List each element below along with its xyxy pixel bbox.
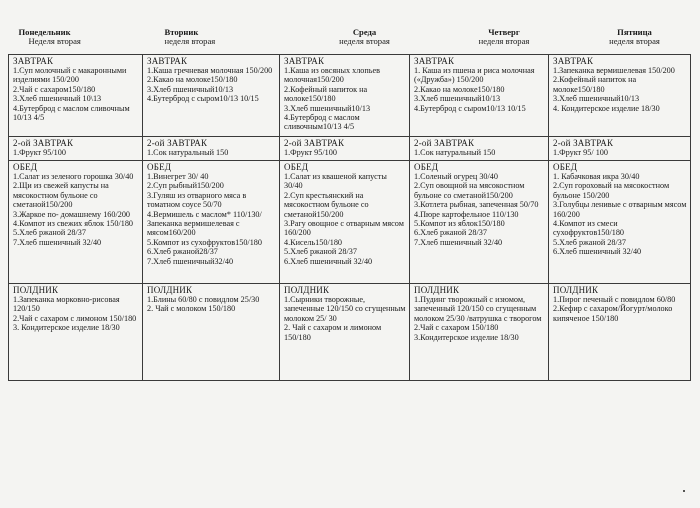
lunch-cell bbox=[549, 161, 691, 284]
dish-item: 4.Вермишель с маслом* 110/130/Запеканка вермишелевая с мясом160/200 bbox=[147, 209, 262, 238]
scan-speck bbox=[683, 490, 685, 492]
second-breakfast-cell bbox=[143, 137, 280, 161]
day-header bbox=[549, 28, 691, 55]
weekly-menu-table bbox=[8, 28, 691, 381]
meal-title: ОБЕД bbox=[13, 162, 38, 172]
dish-item: 3.Гуляш из отварного мяса в томатном соусе 50/70 bbox=[147, 190, 247, 210]
dish-item: 3.Хлеб пшеничный 10\13 bbox=[13, 94, 102, 104]
dish-item: 2.Суп овощной на мясокостном бульоне со сметаной150/200 bbox=[414, 181, 525, 200]
week-label: Неделя вторая bbox=[28, 36, 81, 46]
dish-item: 4.Кисель150/180 bbox=[284, 237, 343, 247]
dish-item: 3.Голубцы ленивые с отварным мясом 160/200 bbox=[553, 200, 687, 219]
meal-title: ЗАВТРАК bbox=[147, 56, 188, 66]
dish-item: 4.Пюре картофельное 110/130 bbox=[414, 209, 519, 219]
dish-item: 4. Кондитерское изделие 18/30 bbox=[553, 103, 660, 113]
dish-item: 2.Чай с сахаром с лимоном 150/180 bbox=[13, 313, 137, 323]
dish-item: 4.Бутерброд с маслом сливочным10/13 4/5 bbox=[284, 113, 360, 132]
day-header bbox=[410, 28, 549, 55]
dish-item: 5.Хлеб ржаной 28/37 bbox=[284, 247, 357, 257]
second-breakfast-cell bbox=[410, 137, 549, 161]
meal-title: ОБЕД bbox=[414, 162, 439, 172]
dish-item: 4.Бутерброд с маслом сливочным 10/13 4/5 bbox=[13, 103, 130, 123]
meal-title: ЗАВТРАК bbox=[284, 56, 325, 66]
day-header bbox=[143, 28, 280, 55]
day-name: Четверг bbox=[488, 27, 520, 37]
afternoon-snack-cell bbox=[9, 284, 143, 381]
dish-item: 4.Бутерброд с сыром10/13 10/15 bbox=[414, 103, 526, 113]
dish-item: 2.Суп гороховый на мясокостном бульоне 150/200 bbox=[553, 181, 670, 200]
dish-item: 6.Хлеб ржаной28/37 bbox=[147, 247, 218, 257]
meal-title: 2-ой ЗАВТРАК bbox=[284, 138, 345, 148]
dish-item: 1.Сок натуральный 150 bbox=[147, 148, 229, 157]
week-label: неделя вторая bbox=[164, 36, 216, 46]
week-label: неделя вторая bbox=[609, 36, 660, 46]
second-breakfast-cell bbox=[549, 137, 691, 161]
meal-title: ЗАВТРАК bbox=[13, 56, 54, 66]
dish-item: 4.Бутерброд с сыром10/13 10/15 bbox=[147, 94, 259, 104]
dish-item: 3. Кондитерское изделие 18/30 bbox=[13, 323, 120, 333]
meal-title: 2-ой ЗАВТРАК bbox=[553, 138, 614, 148]
meal-title: ПОЛДНИК bbox=[13, 285, 59, 295]
dish-item: 2. Чай с молоком 150/180 bbox=[147, 304, 236, 314]
meal-title: ПОЛДНИК bbox=[414, 285, 460, 295]
dish-item: 2.Какао на молоке150/180 bbox=[147, 75, 238, 85]
dish-item: 1.Соленый огурец 30/40 bbox=[414, 172, 498, 181]
dish-item: 1.Фрукт 95/ 100 bbox=[553, 148, 608, 157]
afternoon-snack-cell bbox=[280, 284, 410, 381]
day-header bbox=[280, 28, 410, 55]
meal-title: 2-ой ЗАВТРАК bbox=[13, 138, 74, 148]
dish-item: 5.Компот из сухофруктов150/180 bbox=[147, 237, 262, 247]
dish-item: 2.Суп крестьянский на мясокостном бульоне со сметаной150/200 bbox=[284, 190, 369, 219]
dish-item: 2.Какао на молоке150/180 bbox=[414, 84, 505, 94]
dish-item: 1.Каша из овсяных хлопьев молочная150/200 bbox=[284, 66, 380, 85]
dish-item: 3.Хлеб пшеничный10/13 bbox=[284, 103, 371, 113]
meal-title: 2-ой ЗАВТРАК bbox=[147, 138, 208, 148]
dish-item: 4.Компот из свежих яблок 150/180 bbox=[13, 219, 134, 229]
meal-title: ПОЛДНИК bbox=[284, 285, 330, 295]
breakfast-cell bbox=[9, 55, 143, 137]
day-name: Пятница bbox=[617, 27, 652, 37]
dish-item: 1.Запеканка морковно-рисовая 120/150 bbox=[13, 295, 120, 314]
dish-item: 7.Хлеб пшеничный 32/40 bbox=[13, 237, 102, 247]
second-breakfast-cell bbox=[280, 137, 410, 161]
meal-title: ОБЕД bbox=[553, 162, 578, 172]
day-name: Понедельник bbox=[18, 27, 71, 37]
day-header-row bbox=[9, 28, 691, 55]
dish-item: 1.Салат из зеленого горошка 30/40 bbox=[13, 172, 134, 181]
second-breakfast-row bbox=[9, 137, 691, 161]
dish-item: 2.Кофейный напиток на молоке150/180 bbox=[553, 75, 637, 94]
breakfast-cell bbox=[280, 55, 410, 137]
lunch-row bbox=[9, 161, 691, 284]
lunch-cell bbox=[143, 161, 280, 284]
dish-item: 1.Пирог печеный с повидлом 60/80 bbox=[553, 295, 676, 304]
lunch-cell bbox=[9, 161, 143, 284]
day-name: Среда bbox=[352, 27, 377, 37]
lunch-cell bbox=[410, 161, 549, 284]
dish-item: 1.Каша гречневая молочная 150/200 bbox=[147, 66, 273, 75]
dish-item: 1.Винегрет 30/ 40 bbox=[147, 172, 209, 181]
dish-item: 6.Хлеб пшеничный 32/40 bbox=[284, 256, 373, 266]
dish-item: 1.Сырники творожные, запеченные 120/150 со сгущенным молоком 25/ 30 bbox=[284, 295, 406, 323]
dish-item: 1.Фрукт 95/100 bbox=[13, 148, 66, 157]
breakfast-cell bbox=[410, 55, 549, 137]
week-label: неделя вторая bbox=[478, 36, 530, 46]
meal-title: ПОЛДНИК bbox=[553, 285, 599, 295]
dish-item: 2.Кефир с сахаром/Йогурт/молоко кипяченое 150/180 bbox=[553, 304, 673, 323]
meal-title: ПОЛДНИК bbox=[147, 285, 193, 295]
dish-item: 1.Запеканка вермишелевая 150/200 bbox=[553, 66, 675, 75]
dish-item: 6.Хлеб пшеничный 32/40 bbox=[553, 247, 642, 257]
dish-item: 2.Суп рыбный150/200 bbox=[147, 181, 224, 191]
dish-item: 3.Хлеб пшеничный10/13 bbox=[147, 84, 234, 94]
meal-title: ОБЕД bbox=[284, 162, 309, 172]
dish-item: 2.Щи из свежей капусты на мясокостном бульоне со сметаной150/200 bbox=[13, 181, 109, 210]
dish-item: 2.Кофейный напиток на молоке150/180 bbox=[284, 84, 368, 104]
dish-item: 7.Хлеб пшеничный 32/40 bbox=[414, 237, 503, 247]
dish-item: 5.Компот из яблок150/180 bbox=[414, 219, 505, 229]
dish-item: 3.Жаркое по- домашнему 160/200 bbox=[13, 209, 131, 219]
day-name: Вторник bbox=[164, 27, 199, 37]
meal-title: 2-ой ЗАВТРАК bbox=[414, 138, 475, 148]
afternoon-snack-cell bbox=[410, 284, 549, 381]
breakfast-row bbox=[9, 55, 691, 137]
dish-item: 4.Компот из смеси сухофруктов150/180 bbox=[553, 219, 625, 238]
meal-title: ЗАВТРАК bbox=[553, 56, 594, 66]
dish-item: 1.Сок натуральный 150 bbox=[414, 148, 496, 157]
menu-body bbox=[9, 55, 691, 381]
afternoon-snack-cell bbox=[549, 284, 691, 381]
dish-item: 2.Чай с сахаром150/180 bbox=[13, 84, 96, 94]
dish-item: 3.Кондитерское изделие 18/30 bbox=[414, 332, 519, 342]
dish-item: 1. Каша из пшена и риса молочная («Дружба») 150/200 bbox=[414, 66, 535, 85]
dish-item: 3.Хлеб пшеничный10/13 bbox=[553, 94, 640, 104]
breakfast-cell bbox=[549, 55, 691, 137]
dish-item: 1. Кабачковая икра 30/40 bbox=[553, 172, 640, 181]
dish-item: 2. Чай с сахаром и лимоном 150/180 bbox=[284, 323, 382, 342]
dish-item: 2.Чай с сахаром 150/180 bbox=[414, 323, 499, 333]
dish-item: 3.Хлеб пшеничный10/13 bbox=[414, 94, 501, 104]
second-breakfast-cell bbox=[9, 137, 143, 161]
dish-item: 1.Фрукт 95/100 bbox=[284, 148, 337, 157]
dish-item: 5.Хлеб ржаной 28/37 bbox=[553, 237, 626, 247]
afternoon-snack-cell bbox=[143, 284, 280, 381]
dish-item: 5.Хлеб ржаной 28/37 bbox=[13, 228, 86, 238]
meal-title: ОБЕД bbox=[147, 162, 172, 172]
dish-item: 1.Суп молочный с макаронными изделиями 150/200 bbox=[13, 66, 127, 85]
meal-title: ЗАВТРАК bbox=[414, 56, 455, 66]
dish-item: 6.Хлеб ржаной 28/37 bbox=[414, 228, 487, 238]
lunch-cell bbox=[280, 161, 410, 284]
dish-item: 1.Пудинг творожный с изюмом, запеченный 120/150 со сгущенным молоком 25/30 /ватрушка с творогом bbox=[414, 295, 542, 323]
dish-item: 1.Блины 60/80 с повидлом 25/30 bbox=[147, 295, 260, 304]
day-header bbox=[9, 28, 143, 55]
week-label: неделя вторая bbox=[339, 36, 390, 46]
dish-item: 3.Рагу овощное с отварным мясом 160/200 bbox=[284, 219, 404, 238]
dish-item: 7.Хлеб пшеничный32/40 bbox=[147, 256, 234, 266]
afternoon-snack-row bbox=[9, 284, 691, 381]
dish-item: 1.Салат из квашеной капусты 30/40 bbox=[284, 172, 387, 191]
dish-item: 3.Котлета рыбная, запеченная 50/70 bbox=[414, 200, 539, 210]
breakfast-cell bbox=[143, 55, 280, 137]
